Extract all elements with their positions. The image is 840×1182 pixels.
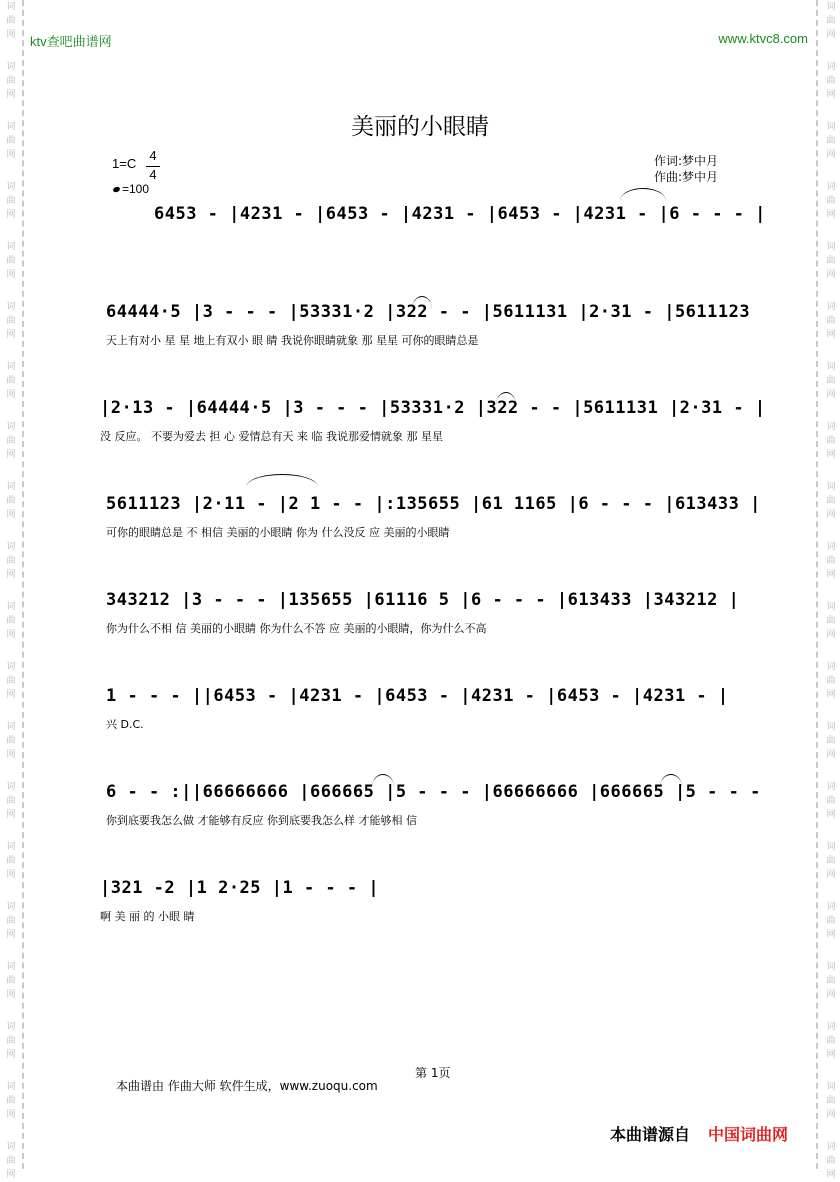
watermark-char: 曲 [826,916,836,926]
watermark-char: 曲 [826,316,836,326]
lyrics-line: 你为什么不相 信 美丽的小眼睛 你为什么不答 应 美丽的小眼睛，你为什么不高 [106,622,487,635]
lyrics-line: 天上有对小 星 星 地上有双小 眼 睛 我说你眼睛就象 那 星星 可你的眼睛总是 [106,334,479,347]
watermark-char: 词 [6,1082,16,1092]
watermark-char: 网 [6,390,16,400]
notation-line: |321 -2 |1 2·25 |1 - - - | [100,878,380,898]
watermark-char: 网 [826,930,836,940]
watermark-char: 曲 [826,976,836,986]
watermark-char: 曲 [6,616,16,626]
watermark-char: 词 [6,902,16,912]
watermark-char: 曲 [826,1036,836,1046]
watermark-char: 词 [6,602,16,612]
watermark-char: 曲 [826,736,836,746]
watermark-char: 词 [826,242,836,252]
watermark-char: 曲 [826,1096,836,1106]
watermark-char: 网 [6,990,16,1000]
watermark-char: 网 [826,1050,836,1060]
watermark-char: 词 [826,722,836,732]
watermark-char: 网 [6,330,16,340]
watermark-char: 词 [826,302,836,312]
source-label: 本曲谱源自 [610,1125,691,1144]
watermark-char: 网 [6,1170,16,1180]
watermark-char: 词 [6,422,16,432]
slur-mark [660,774,682,787]
watermark-char: 词 [826,422,836,432]
watermark-char: 网 [826,210,836,220]
notation-line: 6 - - :||66666666 |666665 |5 - - - |66666666 |666665 |5 - - - [106,782,761,802]
watermark-char: 网 [826,1110,836,1120]
source-credit [610,1122,788,1145]
watermark-char: 网 [826,90,836,100]
watermark-char: 曲 [6,256,16,266]
tempo-value: =100 [122,182,150,196]
key-signature: 1=C [112,156,137,171]
notation-line: 5611123 |2·11 - |2 1 - - |:135655 |61 1165 |6 - - - |613433 | [106,494,761,514]
watermark-char: 词 [6,662,16,672]
watermark-char: 词 [826,842,836,852]
watermark-char: 词 [6,842,16,852]
watermark-char: 词 [826,602,836,612]
watermark-char: 网 [6,810,16,820]
lyrics-line: 兴 D.C. [106,718,144,731]
left-watermark-strip [0,0,24,1180]
lyrics-line: 可你的眼睛总是 不 相信 美丽的小眼睛 你为 什么没反 应 美丽的小眼睛 [106,526,450,539]
watermark-char: 曲 [6,976,16,986]
watermark-char: 网 [826,270,836,280]
watermark-char: 曲 [6,1096,16,1106]
watermark-char: 曲 [6,1036,16,1046]
watermark-char: 曲 [826,76,836,86]
watermark-char: 网 [6,510,16,520]
watermark-char: 词 [826,362,836,372]
watermark-char: 曲 [826,196,836,206]
watermark-char: 曲 [826,676,836,686]
watermark-char: 曲 [6,496,16,506]
watermark-char: 曲 [826,556,836,566]
watermark-char: 曲 [6,316,16,326]
watermark-char: 曲 [6,196,16,206]
source-brand-link[interactable]: 中国词曲网 [708,1125,789,1144]
watermark-char: 曲 [6,376,16,386]
watermark-char: 词 [6,182,16,192]
watermark-char: 网 [6,30,16,40]
watermark-char: 网 [6,630,16,640]
slur-mark [246,474,318,487]
watermark-char: 词 [6,1022,16,1032]
watermark-char: 词 [6,722,16,732]
watermark-char: 网 [6,750,16,760]
watermark-char: 词 [6,542,16,552]
watermark-char: 曲 [826,376,836,386]
watermark-char: 曲 [826,136,836,146]
watermark-char: 词 [826,782,836,792]
watermark-char: 网 [826,150,836,160]
watermark-char: 词 [826,1082,836,1092]
watermark-char: 网 [826,690,836,700]
watermark-char: 词 [826,662,836,672]
watermark-char: 曲 [826,856,836,866]
watermark-char: 曲 [826,436,836,446]
watermark-char: 词 [6,482,16,492]
watermark-char: 曲 [826,616,836,626]
watermark-char: 曲 [826,1156,836,1166]
watermark-char: 词 [826,962,836,972]
notation-line: 64444·5 |3 - - - |53331·2 |322 - - |5611131 |2·31 - |5611123 [106,302,751,322]
time-signature-numerator: 4 [149,148,157,163]
watermark-char: 网 [826,810,836,820]
watermark-char: 网 [826,30,836,40]
watermark-char: 网 [826,510,836,520]
watermark-char: 词 [826,542,836,552]
watermark-char: 网 [826,570,836,580]
watermark-char: 网 [6,210,16,220]
watermark-char: 词 [826,122,836,132]
watermark-char: 词 [6,242,16,252]
watermark-char: 曲 [826,16,836,26]
watermark-char: 词 [6,362,16,372]
lyrics-line: 没 反应。 不要为爱去 担 心 爱情总有天 来 临 我说那爱情就象 那 星星 [100,430,443,443]
watermark-char: 网 [826,1170,836,1180]
credits [654,153,718,185]
watermark-char: 网 [826,330,836,340]
watermark-char: 词 [6,962,16,972]
watermark-char: 网 [826,450,836,460]
lyrics-line: 你到底要我怎么做 才能够有反应 你到底要我怎么样 才能够相 信 [106,814,417,827]
right-watermark-strip [816,0,840,1180]
watermark-char: 网 [826,390,836,400]
watermark-char: 网 [6,1110,16,1120]
generator-note: 本曲谱由 作曲大师 软件生成，www.zuoqu.com [116,1079,378,1093]
watermark-char: 网 [826,630,836,640]
notation-line: 343212 |3 - - - |135655 |61116 5 |6 - - - |613433 |343212 | [106,590,740,610]
slur-mark [412,296,432,309]
watermark-char: 词 [6,2,16,12]
watermark-char: 曲 [6,16,16,26]
watermark-char: 曲 [6,76,16,86]
watermark-char: 曲 [6,856,16,866]
header-left-site[interactable]: ktv查吧曲谱网 [30,34,112,49]
quarter-note-icon [112,186,120,193]
watermark-char: 曲 [6,136,16,146]
watermark-char: 曲 [826,496,836,506]
watermark-char: 词 [6,122,16,132]
lyrics-line: 啊 美 丽 的 小眼 睛 [100,910,195,923]
page-number: 第 1页 [415,1066,451,1080]
watermark-char: 曲 [826,256,836,266]
watermark-char: 曲 [6,436,16,446]
watermark-char: 网 [826,990,836,1000]
watermark-char: 网 [6,930,16,940]
watermark-char: 网 [6,690,16,700]
watermark-char: 曲 [826,796,836,806]
watermark-char: 曲 [6,916,16,926]
watermark-char: 网 [6,150,16,160]
watermark-char: 词 [826,62,836,72]
notation-line: 1 - - - ||6453 - |4231 - |6453 - |4231 - |6453 - |4231 - | [106,686,729,706]
watermark-char: 词 [826,1142,836,1152]
watermark-char: 曲 [6,1156,16,1166]
watermark-char: 词 [6,782,16,792]
watermark-char: 曲 [6,736,16,746]
watermark-char: 网 [6,450,16,460]
song-title: 美丽的小眼睛 [351,114,489,140]
slur-mark [620,188,666,201]
watermark-char: 网 [6,90,16,100]
watermark-char: 曲 [6,556,16,566]
watermark-char: 网 [826,870,836,880]
watermark-char: 词 [826,182,836,192]
header-right-url[interactable]: www.ktvc8.com [718,31,808,46]
composer: 作曲:梦中月 [654,170,719,184]
slur-mark [496,392,516,405]
slur-mark [372,774,394,787]
watermark-char: 词 [826,902,836,912]
lyricist: 作词:梦中月 [654,154,719,168]
watermark-char: 曲 [6,796,16,806]
watermark-char: 网 [6,870,16,880]
watermark-char: 词 [826,2,836,12]
watermark-char: 词 [6,1142,16,1152]
watermark-char: 曲 [6,676,16,686]
watermark-char: 词 [6,302,16,312]
watermark-char: 词 [826,1022,836,1032]
tempo-marking [113,182,149,196]
watermark-char: 网 [826,750,836,760]
time-signature-denominator: 4 [146,166,160,182]
watermark-char: 网 [6,1050,16,1060]
watermark-char: 词 [6,62,16,72]
watermark-char: 网 [6,570,16,580]
notation-line: 6453 - |4231 - |6453 - |4231 - |6453 - |4231 - |6 - - - | [154,204,766,224]
watermark-char: 词 [826,482,836,492]
notation-line: |2·13 - |64444·5 |3 - - - |53331·2 |322 - - |5611131 |2·31 - | [100,398,766,418]
watermark-char: 网 [6,270,16,280]
